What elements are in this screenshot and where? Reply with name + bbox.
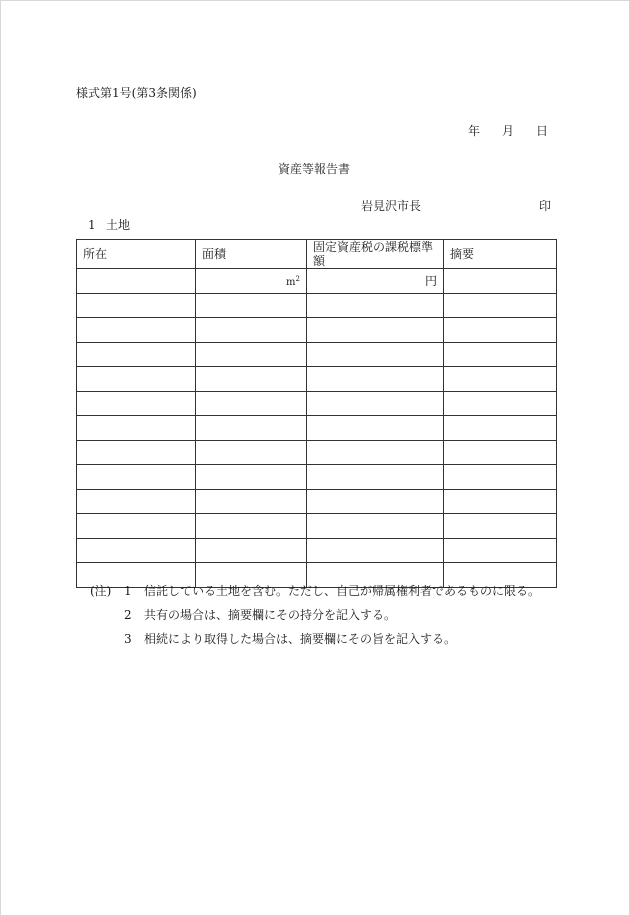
header-location: 所在 [77,240,196,269]
note-item-2 [124,608,396,622]
area-unit: $m^2$ [286,274,300,288]
cell-remarks[interactable] [444,391,557,416]
cell-area[interactable] [196,293,307,318]
cell-area[interactable] [196,269,307,294]
note-number: 3 [124,632,132,646]
cell-tax-base[interactable] [307,489,444,514]
table-row [77,342,557,367]
cell-area[interactable] [196,416,307,441]
cell-remarks[interactable] [444,489,557,514]
table-row [77,538,557,563]
note-item-1 [90,584,540,598]
date-year-label: 年 [468,124,481,138]
cell-tax-base[interactable] [307,391,444,416]
cell-tax-base[interactable] [307,318,444,343]
header-area: 面積 [196,240,307,269]
cell-tax-base[interactable] [307,465,444,490]
note-text: 信託している土地を含む。ただし、自己が帰属権利者であるものに限る。 [144,584,541,598]
cell-area[interactable] [196,538,307,563]
cell-location[interactable] [77,318,196,343]
table-row [77,269,557,294]
note-number: 2 [124,608,132,622]
cell-location[interactable] [77,489,196,514]
cell-location[interactable] [77,440,196,465]
cell-location[interactable] [77,293,196,318]
cell-remarks[interactable] [444,293,557,318]
header-remarks: 摘要 [444,240,557,269]
table-row [77,293,557,318]
cell-area[interactable] [196,342,307,367]
date-line [468,124,548,138]
header-tax-base: 固定資産税の課税標準額 [307,240,444,269]
cell-remarks[interactable] [444,538,557,563]
cell-area[interactable] [196,514,307,539]
addressee: 岩見沢市長 [361,199,422,213]
cell-remarks[interactable] [444,269,557,294]
document-title: 資産等報告書 [278,162,351,176]
cell-location[interactable] [77,391,196,416]
note-text: 相続により取得した場合は、摘要欄にその旨を記入する。 [144,632,457,646]
section-heading [88,218,130,232]
section-title: 土地 [106,218,131,232]
cell-remarks[interactable] [444,318,557,343]
cell-tax-base[interactable] [307,342,444,367]
table-header-row [77,240,557,269]
cell-tax-base[interactable] [307,367,444,392]
notes-label: (注) [90,584,112,598]
cell-remarks[interactable] [444,416,557,441]
note-text: 共有の場合は、摘要欄にその持分を記入する。 [144,608,397,622]
cell-tax-base[interactable] [307,269,444,294]
table-row [77,367,557,392]
land-table [76,239,557,588]
table-row [77,514,557,539]
table-row [77,391,557,416]
cell-remarks[interactable] [444,342,557,367]
yen-unit: 円 [424,273,437,288]
seal-mark: 印 [539,199,552,213]
cell-location[interactable] [77,269,196,294]
cell-remarks[interactable] [444,440,557,465]
cell-location[interactable] [77,465,196,490]
date-month-label: 月 [502,124,515,138]
cell-location[interactable] [77,367,196,392]
cell-location[interactable] [77,514,196,539]
table-row [77,465,557,490]
cell-remarks[interactable] [444,514,557,539]
cell-tax-base[interactable] [307,538,444,563]
cell-tax-base[interactable] [307,514,444,539]
cell-location[interactable] [77,416,196,441]
cell-tax-base[interactable] [307,416,444,441]
note-number: 1 [124,584,132,598]
cell-remarks[interactable] [444,367,557,392]
cell-area[interactable] [196,465,307,490]
table-row [77,416,557,441]
cell-area[interactable] [196,391,307,416]
date-day-label: 日 [536,124,549,138]
form-number: 様式第1号(第3条関係) [76,86,197,100]
cell-area[interactable] [196,440,307,465]
cell-location[interactable] [77,342,196,367]
cell-area[interactable] [196,489,307,514]
table-row [77,318,557,343]
cell-area[interactable] [196,318,307,343]
cell-tax-base[interactable] [307,293,444,318]
table-row [77,489,557,514]
cell-remarks[interactable] [444,465,557,490]
table-row [77,440,557,465]
note-item-3 [124,632,456,646]
section-number: 1 [88,218,96,232]
cell-tax-base[interactable] [307,440,444,465]
cell-area[interactable] [196,367,307,392]
cell-location[interactable] [77,538,196,563]
